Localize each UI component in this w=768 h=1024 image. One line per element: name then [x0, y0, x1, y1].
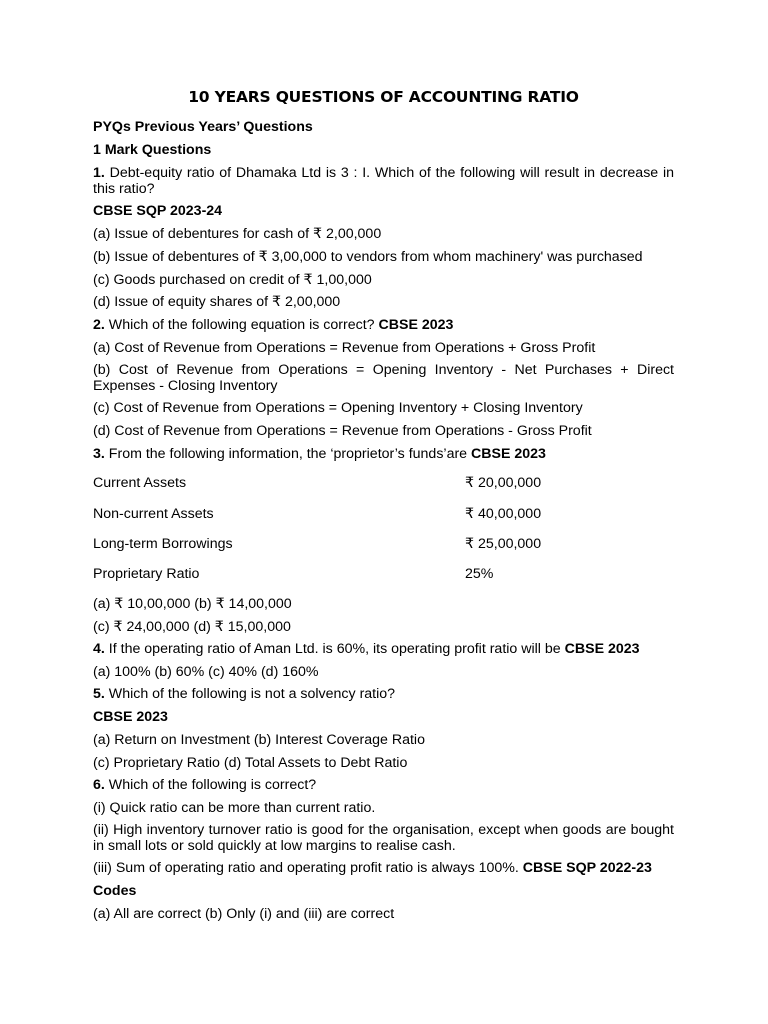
question-text: If the operating ratio of Aman Ltd. is 60%, its operating profit ratio will be — [108, 641, 561, 657]
option: (a) Cost of Revenue from Operations = Revenue from Operations + Gross Profit — [93, 340, 596, 356]
statement: (i) Quick ratio can be more than current ratio. — [93, 800, 376, 816]
question-text: Which of the following is correct? — [108, 777, 317, 793]
question-number: 5. — [93, 686, 105, 702]
option: (b) Issue of debentures of ₹ 3,00,000 to vendors from whom machinery' was purchased — [93, 249, 643, 265]
question-5-source: CBSE 2023 — [93, 709, 168, 725]
subtitle: PYQs Previous Years’ Questions — [93, 119, 313, 135]
question-number: 3. — [93, 446, 105, 462]
question-text: Which of the following equation is correct? — [108, 317, 375, 333]
table-cell-value: ₹ 20,00,000 — [465, 475, 542, 491]
option: (a) Return on Investment (b) Interest Coverage Ratio — [93, 732, 425, 748]
question-6 — [93, 777, 674, 793]
table-cell-value: ₹ 40,00,000 — [465, 506, 542, 522]
table-cell-label: Long-term Borrowings — [93, 536, 233, 552]
option: (d) Issue of equity shares of ₹ 2,00,000 — [93, 294, 341, 310]
question-2 — [93, 317, 674, 333]
statement-with-source — [93, 860, 674, 876]
table-cell-label: Current Assets — [93, 475, 187, 491]
option: (a) All are correct (b) Only (i) and (iii) are correct — [93, 906, 395, 922]
question-source: CBSE 2023 — [378, 317, 454, 333]
statement: (iii) Sum of operating ratio and operating profit ratio is always 100%. — [93, 860, 519, 876]
question-1-source: CBSE SQP 2023-24 — [93, 203, 223, 219]
question-text: Debt-equity ratio of Dhamaka Ltd is 3 : I. Which of the following will result in decrease in this ratio? — [93, 165, 674, 197]
section-heading: 1 Mark Questions — [93, 142, 212, 158]
question-number: 6. — [93, 777, 105, 793]
question-number: 4. — [93, 641, 105, 657]
question-source: CBSE 2023 — [471, 446, 546, 462]
document-title: 10 YEARS QUESTIONS OF ACCOUNTING RATIO — [188, 88, 579, 106]
table-cell-value: ₹ 25,00,000 — [465, 536, 542, 552]
question-number: 1. — [93, 165, 105, 181]
option: (c) Goods purchased on credit of ₹ 1,00,000 — [93, 272, 372, 288]
question-text: From the following information, the ‘proprietor’s funds’are — [108, 446, 468, 462]
codes-label: Codes — [93, 883, 137, 899]
option: (d) Cost of Revenue from Operations = Revenue from Operations - Gross Profit — [93, 423, 592, 439]
question-4 — [93, 641, 674, 657]
question-3 — [93, 446, 674, 462]
table-cell-label: Non-current Assets — [93, 506, 214, 522]
option: (b) Cost of Revenue from Operations = Opening Inventory - Net Purchases + Direct Expenses - Closing Inventory — [93, 362, 674, 394]
question-text: Which of the following is not a solvency ratio? — [108, 686, 396, 702]
option: (c) Cost of Revenue from Operations = Opening Inventory + Closing Inventory — [93, 400, 583, 416]
statement: (ii) High inventory turnover ratio is good for the organisation, except when goods are bought in small lots or sold quickly at low margins to realise cash. — [93, 822, 674, 854]
option: (a) 100% (b) 60% (c) 40% (d) 160% — [93, 664, 319, 680]
question-1 — [93, 165, 674, 197]
option: (a) ₹ 10,00,000 (b) ₹ 14,00,000 — [93, 596, 292, 612]
option: (c) Proprietary Ratio (d) Total Assets to Debt Ratio — [93, 755, 408, 771]
option: (a) Issue of debentures for cash of ₹ 2,00,000 — [93, 226, 382, 242]
table-cell-value: 25% — [465, 566, 494, 582]
table-cell-label: Proprietary Ratio — [93, 566, 200, 582]
option: (c) ₹ 24,00,000 (d) ₹ 15,00,000 — [93, 619, 291, 635]
question-source: CBSE 2023 — [564, 641, 640, 657]
question-number: 2. — [93, 317, 105, 333]
question-5 — [93, 686, 674, 702]
question-source: CBSE SQP 2022-23 — [522, 860, 652, 876]
